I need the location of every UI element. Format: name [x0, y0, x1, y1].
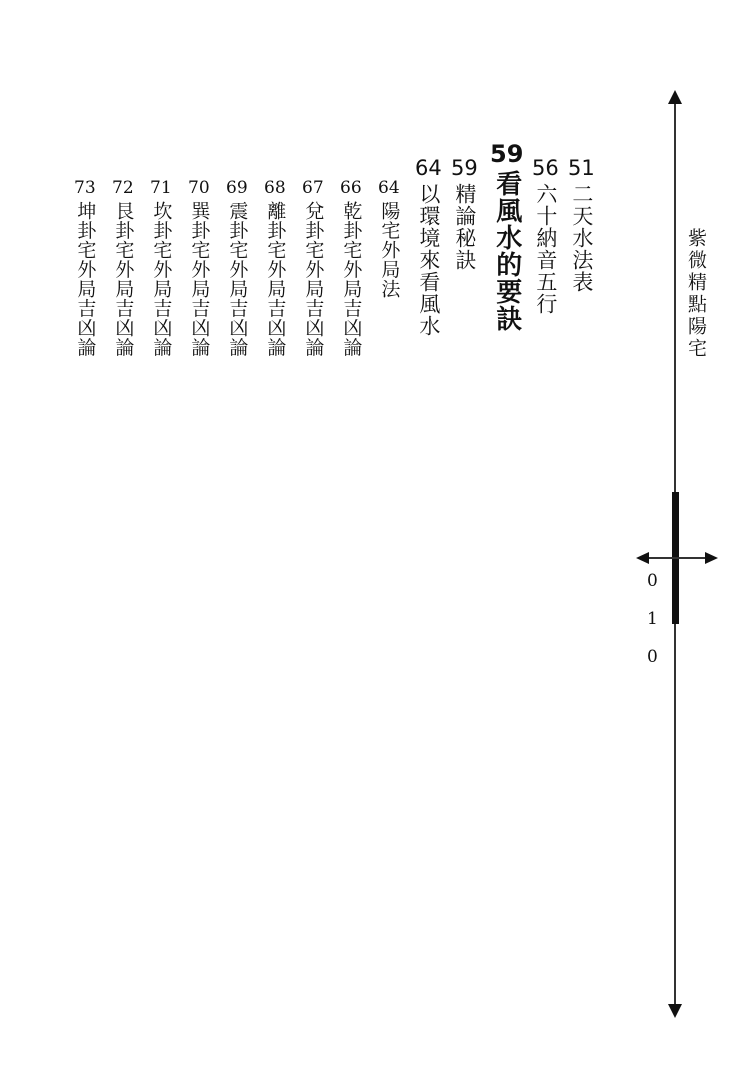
- toc-title: 兌卦宅外局吉凶論: [302, 201, 325, 357]
- toc-title: 坎卦宅外局吉凶論: [150, 201, 173, 357]
- toc-page-number: 59: [451, 156, 478, 180]
- toc-entry[interactable]: [340, 180, 362, 357]
- toc-page-number: 68: [264, 178, 286, 198]
- toc-title: 坤卦宅外局吉凶論: [74, 201, 97, 357]
- arrow-right-icon: [705, 552, 718, 564]
- horizontal-marker-line: [648, 557, 708, 559]
- toc-title: 巽卦宅外局吉凶論: [188, 201, 211, 357]
- toc-title: 以環境來看風水: [416, 183, 441, 337]
- toc-page-number: 64: [378, 178, 400, 198]
- toc-entry[interactable]: [112, 180, 134, 357]
- toc-page-number: 72: [112, 178, 134, 198]
- arrow-down-icon: [668, 1004, 682, 1018]
- page-number-digit: 1: [647, 609, 658, 629]
- toc-page-number: 59: [490, 140, 524, 168]
- toc-entry[interactable]: [188, 180, 210, 357]
- toc-page-number: 67: [302, 178, 324, 198]
- toc-entry[interactable]: [74, 180, 96, 357]
- toc-entry[interactable]: [378, 180, 400, 299]
- toc-entry[interactable]: [226, 180, 248, 357]
- toc-title: 精論秘訣: [452, 183, 477, 271]
- toc-page-number: 73: [74, 178, 96, 198]
- toc-entry[interactable]: [451, 158, 478, 271]
- toc-title: 震卦宅外局吉凶論: [226, 201, 249, 357]
- toc-entry[interactable]: [150, 180, 172, 357]
- page-number-digit: 0: [647, 647, 658, 667]
- toc-page-number: 51: [568, 156, 595, 180]
- toc-page-number: 69: [226, 178, 248, 198]
- toc-page-number: 66: [340, 178, 362, 198]
- toc-entry[interactable]: [532, 158, 559, 315]
- book-title: 紫微精點陽宅: [685, 228, 707, 360]
- toc-page-number: 64: [415, 156, 442, 180]
- toc-title: 乾卦宅外局吉凶論: [340, 201, 363, 357]
- toc-title: 陽宅外局法: [378, 201, 401, 299]
- toc-title: 艮卦宅外局吉凶論: [112, 201, 135, 357]
- toc-title: 二天水法表: [569, 183, 594, 293]
- toc-title: 看風水的要訣: [491, 170, 522, 332]
- arrow-up-icon: [668, 90, 682, 104]
- toc-entry[interactable]: [568, 158, 595, 293]
- toc-entry[interactable]: [415, 158, 442, 337]
- page-number-digit: 0: [647, 571, 658, 591]
- toc-title: 六十納音五行: [533, 183, 558, 315]
- toc-page-number: 71: [150, 178, 172, 198]
- toc-title: 離卦宅外局吉凶論: [264, 201, 287, 357]
- toc-entry[interactable]: [302, 180, 324, 357]
- toc-entry[interactable]: [264, 180, 286, 357]
- toc-page-number: 70: [188, 178, 210, 198]
- arrow-left-icon: [636, 552, 649, 564]
- toc-page-number: 56: [532, 156, 559, 180]
- toc-entry-highlighted[interactable]: [490, 142, 523, 332]
